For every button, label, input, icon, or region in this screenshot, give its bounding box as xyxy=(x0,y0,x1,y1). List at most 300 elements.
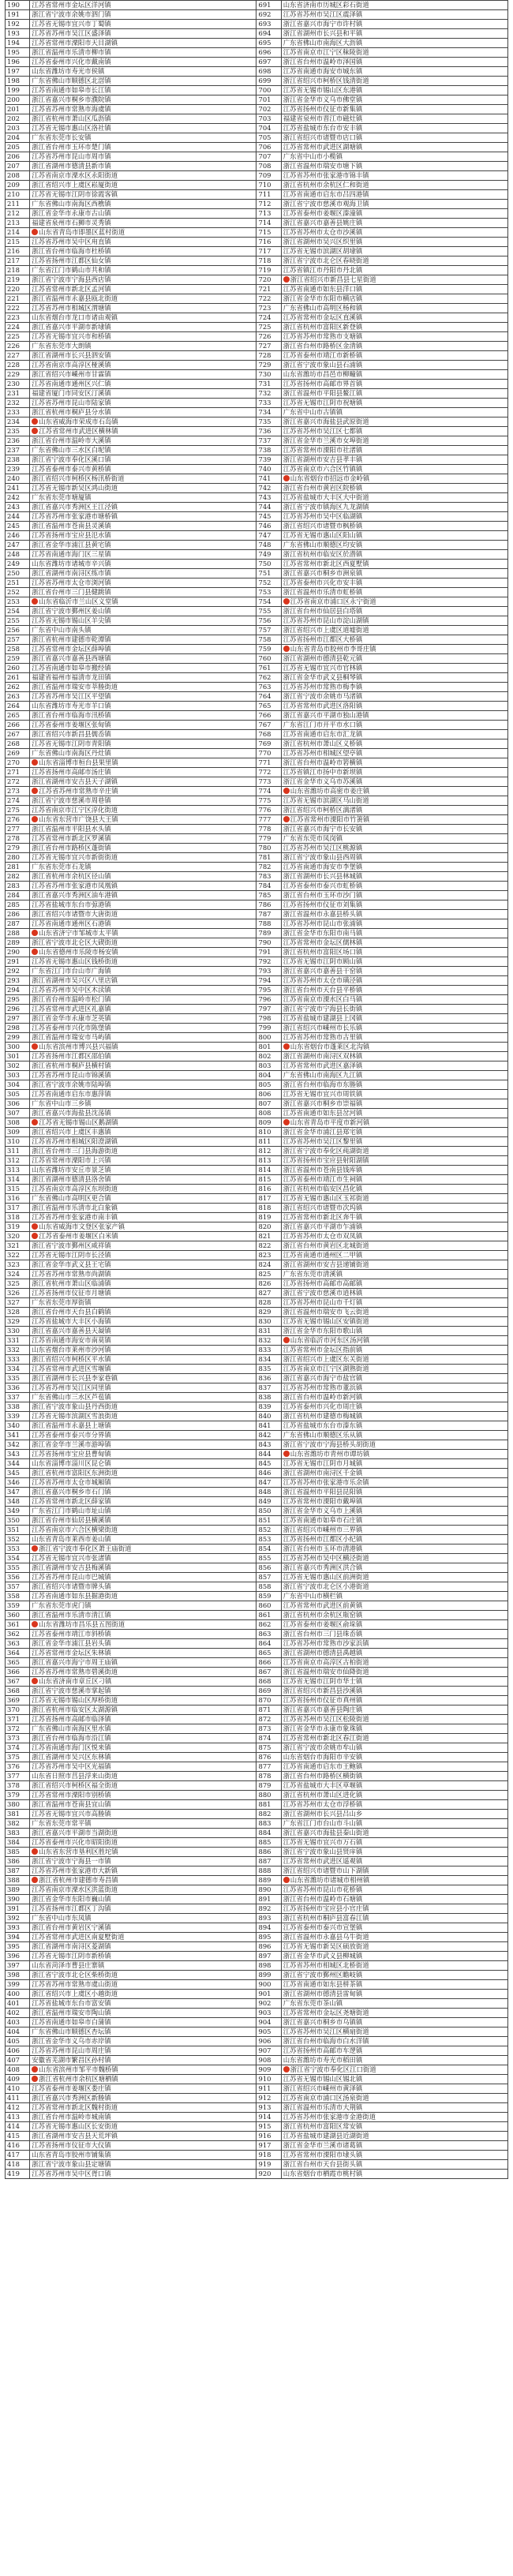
table-row xyxy=(6,20,508,29)
right-town-label: 浙江省杭州市富阳区场口镇 xyxy=(283,948,363,956)
right-rank: 711 xyxy=(256,190,281,200)
right-town xyxy=(281,2009,507,2018)
left-rank: 256 xyxy=(6,626,30,635)
right-town xyxy=(281,1592,507,1601)
right-rank: 788 xyxy=(256,919,281,929)
left-rank: 326 xyxy=(6,1289,30,1298)
right-town xyxy=(281,569,507,578)
left-rank: 300 xyxy=(6,1043,30,1052)
left-rank: 390 xyxy=(6,1895,30,1904)
table-row xyxy=(6,1923,508,1933)
left-town-label: 江苏省南通市海门区悦来镇 xyxy=(32,1743,111,1751)
right-town-label: 广东省中山市横栏镇 xyxy=(283,1592,343,1600)
left-rank: 374 xyxy=(6,1743,30,1753)
right-town-label: 福建省泉州市晋江市磁灶镇 xyxy=(283,114,363,122)
right-rank: 873 xyxy=(256,1724,281,1734)
right-town-label: 浙江省绍兴市嵊州市三界镇 xyxy=(283,1526,363,1533)
left-town-label: 江苏省南通市如皋市长江镇 xyxy=(32,86,111,94)
table-row xyxy=(6,1128,508,1137)
right-town xyxy=(281,986,507,995)
left-rank: 211 xyxy=(6,200,30,209)
left-town xyxy=(30,1317,256,1327)
left-rank: 284 xyxy=(6,891,30,900)
left-town-label: 江苏省无锡市宜兴市丁蜀镇 xyxy=(32,20,111,28)
right-town xyxy=(281,1696,507,1705)
province-badge-icon xyxy=(283,1451,290,1457)
right-town-label: 江苏省常州市溧阳市戴埠镇 xyxy=(283,1497,363,1505)
left-town xyxy=(30,1033,256,1043)
left-rank: 406 xyxy=(6,2046,30,2056)
left-town-label: 浙江省绍兴市嵊州市甘霖镇 xyxy=(32,370,111,378)
left-rank: 355 xyxy=(6,1563,30,1573)
table-row xyxy=(6,910,508,919)
right-town-label: 浙江省嘉兴市秀洲区洪合镇 xyxy=(283,1563,363,1571)
right-town-label: 浙江省嘉兴市嘉善县干窑镇 xyxy=(283,967,363,975)
left-rank: 312 xyxy=(6,1156,30,1166)
table-row xyxy=(6,1090,508,1099)
town-list-body xyxy=(6,1,508,2179)
right-rank: 900 xyxy=(256,1980,281,1990)
right-rank: 868 xyxy=(256,1677,281,1687)
table-row xyxy=(6,1687,508,1696)
left-town xyxy=(30,702,256,711)
right-town xyxy=(281,1620,507,1630)
right-town-label: 浙江省台州市黄岩区院桥镇 xyxy=(283,484,363,492)
right-town-label: 江苏省无锡市宜兴市官林镇 xyxy=(283,664,363,672)
left-town-label: 浙江省湖州市安吉县天子湖镇 xyxy=(32,777,118,785)
right-town xyxy=(281,1402,507,1412)
left-town-label: 浙江省杭州市余杭区径山镇 xyxy=(32,872,111,880)
right-town xyxy=(281,1459,507,1469)
left-rank: 335 xyxy=(6,1374,30,1383)
left-rank: 378 xyxy=(6,1781,30,1791)
right-town xyxy=(281,95,507,105)
right-town-label: 江苏省苏州市昆山市张浦镇 xyxy=(283,919,363,927)
left-town-label: 浙江省杭州市萧山区临浦镇 xyxy=(32,1279,111,1287)
table-row xyxy=(6,1005,508,1014)
left-town xyxy=(30,1128,256,1137)
left-rank: 415 xyxy=(6,2132,30,2141)
left-town-label: 江苏省苏州市昆山市周市镇 xyxy=(32,152,111,160)
right-town xyxy=(281,1952,507,1961)
left-town-label: 江苏省苏州市吴中区光福镇 xyxy=(32,1762,111,1770)
table-row xyxy=(6,730,508,739)
left-town-label: 浙江省宁波市余姚市泗门镇 xyxy=(32,10,111,18)
table-row xyxy=(6,162,508,171)
right-town xyxy=(281,266,507,275)
left-town xyxy=(30,162,256,171)
right-town-label: 江苏省苏州市常熟市支塘镇 xyxy=(283,332,363,340)
right-town-label: 江苏省南京市江宁区湖熟街道 xyxy=(283,1365,369,1372)
table-row xyxy=(6,351,508,361)
left-town-label: 江苏省扬州市仪征市大仪镇 xyxy=(32,2141,111,2149)
left-town xyxy=(30,2160,256,2170)
left-rank: 305 xyxy=(6,1090,30,1099)
left-town xyxy=(30,1431,256,1440)
right-town-label: 江苏省南通市启东市王鲍镇 xyxy=(283,1762,363,1770)
left-rank: 273 xyxy=(6,787,30,796)
right-town-label: 浙江省杭州市临安区昌化镇 xyxy=(283,1185,363,1193)
table-row xyxy=(6,1014,508,1024)
table-row xyxy=(6,531,508,541)
table-row xyxy=(6,1488,508,1497)
left-town xyxy=(30,2113,256,2122)
right-town-label: 江苏省南京市江宁区秣陵街道 xyxy=(283,48,369,56)
left-rank: 357 xyxy=(6,1582,30,1592)
right-rank: 826 xyxy=(256,1279,281,1289)
right-rank: 871 xyxy=(256,1705,281,1715)
table-row xyxy=(6,986,508,995)
right-town-label: 江苏省泰州市靖江市新桥镇 xyxy=(283,351,363,359)
left-town xyxy=(30,654,256,664)
left-town xyxy=(30,1971,256,1980)
right-town-label: 江苏省镇江市扬中市新坝镇 xyxy=(283,768,363,776)
province-badge-icon xyxy=(283,1337,290,1343)
right-town xyxy=(281,607,507,616)
right-rank: 817 xyxy=(256,1194,281,1204)
right-town xyxy=(281,919,507,929)
right-town-label: 江苏省盐城市建湖县近湖街道 xyxy=(283,2132,369,2140)
right-town xyxy=(281,560,507,569)
table-row xyxy=(6,323,508,332)
right-rank: 915 xyxy=(256,2122,281,2132)
table-row xyxy=(6,1402,508,1412)
left-town xyxy=(30,1724,256,1734)
right-town-label: 江苏省南通市启东市汇龙镇 xyxy=(283,730,363,738)
right-town xyxy=(281,1033,507,1043)
left-town xyxy=(30,1383,256,1393)
left-rank: 396 xyxy=(6,1952,30,1961)
right-town xyxy=(281,408,507,417)
right-town-label: 江苏省苏州市吴江区松陵街道 xyxy=(283,1715,369,1723)
right-town xyxy=(281,1488,507,1497)
right-town xyxy=(281,2037,507,2046)
left-town-label: 江苏省苏州市吴江区盛泽镇 xyxy=(32,29,111,37)
right-rank: 898 xyxy=(256,1961,281,1971)
left-town xyxy=(30,20,256,29)
left-rank: 301 xyxy=(6,1052,30,1061)
left-rank: 214 xyxy=(6,228,30,238)
left-town xyxy=(30,522,256,531)
table-row xyxy=(6,2122,508,2132)
left-town xyxy=(30,1668,256,1677)
right-town-label: 江苏省泰州市兴化市周庄镇 xyxy=(283,1402,363,1410)
left-town-label: 浙江省温州市永嘉县上塘镇 xyxy=(32,1421,111,1429)
left-town xyxy=(30,1535,256,1544)
left-town xyxy=(30,863,256,872)
right-rank: 750 xyxy=(256,560,281,569)
right-town xyxy=(281,171,507,181)
left-town-label: 浙江省湖州市长兴县泗安镇 xyxy=(32,351,111,359)
left-town-label: 浙江省温州市瑞安市陶山镇 xyxy=(32,2009,111,2016)
right-town-label: 浙江省台州市临海市东塍镇 xyxy=(283,1080,363,1088)
left-rank: 219 xyxy=(6,275,30,285)
left-rank: 237 xyxy=(6,446,30,455)
right-town xyxy=(281,654,507,664)
right-town xyxy=(281,256,507,266)
right-town-label: 浙江省嘉兴市平湖市独山港镇 xyxy=(283,711,369,719)
right-town xyxy=(281,1848,507,1857)
table-row xyxy=(6,834,508,844)
right-rank: 892 xyxy=(256,1904,281,1914)
right-town-label: 浙江省金华市东阳市歌山镇 xyxy=(283,1327,363,1335)
left-rank: 342 xyxy=(6,1440,30,1450)
table-row xyxy=(6,1497,508,1507)
right-rank: 757 xyxy=(256,626,281,635)
left-town-label: 江苏省南通市海门区三星镇 xyxy=(32,550,111,558)
left-town-label: 江苏省盐城市东台市富安镇 xyxy=(32,1999,111,2007)
table-row xyxy=(6,1800,508,1810)
left-rank: 232 xyxy=(6,399,30,408)
right-rank: 827 xyxy=(256,1289,281,1298)
left-town xyxy=(30,1118,256,1128)
right-town xyxy=(281,1241,507,1251)
ranking-sheet xyxy=(5,0,508,2179)
table-row xyxy=(6,588,508,597)
right-town-label: 浙江省嘉兴市海盐县秦山街道 xyxy=(283,1829,369,1837)
right-town-label: 江苏省泰州市泰兴市宣堡镇 xyxy=(283,1923,363,1931)
table-row xyxy=(6,10,508,20)
table-row xyxy=(6,1374,508,1383)
right-rank: 830 xyxy=(256,1317,281,1327)
right-rank: 839 xyxy=(256,1402,281,1412)
left-rank: 333 xyxy=(6,1355,30,1365)
right-rank: 880 xyxy=(256,1791,281,1800)
left-town xyxy=(30,493,256,503)
left-town xyxy=(30,1743,256,1753)
right-town-label: 江苏省苏州市太仓市璜泾镇 xyxy=(283,976,363,984)
left-town-label: 江苏省苏州市吴中区甪直镇 xyxy=(32,238,111,245)
left-town-label: 江苏省苏州市昆山市锦溪镇 xyxy=(32,1071,111,1079)
table-row xyxy=(6,1942,508,1952)
right-rank: 837 xyxy=(256,1383,281,1393)
left-town-label: 浙江省绍兴市新昌县儒岙镇 xyxy=(32,730,111,738)
left-town xyxy=(30,1327,256,1336)
left-town-label: 山东省潍坊市昌乐县五图街道 xyxy=(39,1620,125,1628)
left-town-label: 浙江省绍兴市诸暨市牌头镇 xyxy=(32,1582,111,1590)
right-town xyxy=(281,910,507,919)
left-town xyxy=(30,389,256,399)
right-town-label: 浙江省杭州市萧山区义桥镇 xyxy=(283,739,363,747)
right-rank: 874 xyxy=(256,1734,281,1743)
right-town-label: 江苏省南京市高淳区古柏街道 xyxy=(283,1658,369,1666)
right-town-label: 浙江省金华市兰溪市女埠街道 xyxy=(283,436,369,444)
right-town-label: 浙江省湖州市德清县乾元镇 xyxy=(283,654,363,662)
left-town xyxy=(30,2056,256,2065)
left-town-label: 浙江省绍兴市柯桥区福全街道 xyxy=(32,1781,118,1789)
left-town-label: 江苏省南通市通州区兴仁镇 xyxy=(32,380,111,388)
right-town xyxy=(281,399,507,408)
table-row xyxy=(6,1829,508,1838)
left-town xyxy=(30,1402,256,1412)
right-town-label: 浙江省杭州市桐庐县富春江镇 xyxy=(283,1914,369,1922)
right-town-label: 浙江省台州市温岭市新河镇 xyxy=(283,1393,363,1401)
left-town xyxy=(30,417,256,427)
left-rank: 394 xyxy=(6,1933,30,1942)
right-town xyxy=(281,825,507,834)
right-town-label: 浙江省湖州市安吉县递铺街道 xyxy=(283,1260,369,1268)
left-town-label: 江苏省盐城市大丰区小海镇 xyxy=(32,1317,111,1325)
province-badge-icon xyxy=(32,229,38,235)
right-rank: 806 xyxy=(256,1090,281,1099)
right-town-label: 浙江省宁波市北仑区春晓街道 xyxy=(283,256,369,264)
right-town-label: 江苏省南通市海安市城东镇 xyxy=(283,67,363,75)
table-row xyxy=(6,474,508,484)
table-row xyxy=(6,2009,508,2018)
right-town xyxy=(281,673,507,683)
table-row xyxy=(6,569,508,578)
left-rank: 408 xyxy=(6,2065,30,2075)
left-town xyxy=(30,560,256,569)
right-rank: 780 xyxy=(256,844,281,853)
left-rank: 294 xyxy=(6,986,30,995)
right-rank: 805 xyxy=(256,1080,281,1090)
right-rank: 699 xyxy=(256,77,281,86)
table-row xyxy=(6,1658,508,1668)
right-town xyxy=(281,1,507,10)
left-town-label: 浙江省杭州市建德市寿昌镇 xyxy=(39,1876,118,1884)
right-rank: 731 xyxy=(256,380,281,389)
right-town-label: 江苏省无锡市滨湖区马山街道 xyxy=(283,796,369,804)
right-rank: 744 xyxy=(256,503,281,512)
right-town xyxy=(281,522,507,531)
left-town-label: 江苏省常州市溧阳市天目湖镇 xyxy=(32,39,118,47)
table-row xyxy=(6,1573,508,1582)
left-rank: 262 xyxy=(6,683,30,692)
left-town xyxy=(30,114,256,124)
table-row xyxy=(6,1620,508,1630)
right-town xyxy=(281,1630,507,1639)
left-town-label: 江苏省南通市启东市惠萍镇 xyxy=(32,1090,111,1098)
left-rank: 380 xyxy=(6,1800,30,1810)
right-town xyxy=(281,1980,507,1990)
table-row xyxy=(6,1033,508,1043)
left-town-label: 山东省潍坊市安丘市景芝镇 xyxy=(32,1166,111,1174)
left-town xyxy=(30,1516,256,1526)
right-town xyxy=(281,834,507,844)
right-town xyxy=(281,578,507,588)
table-row xyxy=(6,758,508,768)
right-town-label: 浙江省湖州市长兴县林城镇 xyxy=(283,872,363,880)
left-rank: 199 xyxy=(6,86,30,95)
right-rank: 891 xyxy=(256,1895,281,1904)
left-town xyxy=(30,929,256,938)
right-town xyxy=(281,351,507,361)
right-rank: 820 xyxy=(256,1222,281,1232)
right-rank: 909 xyxy=(256,2065,281,2075)
left-town-label: 浙江省嘉兴市平湖市新埭镇 xyxy=(32,323,111,331)
left-town xyxy=(30,399,256,408)
left-town xyxy=(30,948,256,957)
left-town-label: 江苏省扬州市仪征市月塘镇 xyxy=(32,1289,111,1297)
right-rank: 884 xyxy=(256,1829,281,1838)
right-town xyxy=(281,2027,507,2037)
left-rank: 403 xyxy=(6,2018,30,2027)
left-town xyxy=(30,1166,256,1175)
left-rank: 251 xyxy=(6,578,30,588)
right-town xyxy=(281,1260,507,1270)
left-rank: 254 xyxy=(6,607,30,616)
left-rank: 287 xyxy=(6,919,30,929)
left-rank: 248 xyxy=(6,550,30,560)
left-town-label: 江苏省无锡市锡山区鹅湖镇 xyxy=(39,1118,118,1126)
right-town xyxy=(281,1421,507,1431)
left-rank: 419 xyxy=(6,2170,30,2179)
right-town xyxy=(281,2018,507,2027)
right-town xyxy=(281,1080,507,1090)
left-town xyxy=(30,2084,256,2094)
left-rank: 244 xyxy=(6,512,30,522)
right-rank: 798 xyxy=(256,1014,281,1024)
left-town xyxy=(30,1043,256,1052)
table-row xyxy=(6,1241,508,1251)
right-town-label: 江苏省无锡市锡山区安镇街道 xyxy=(283,1317,369,1325)
left-town-label: 浙江省嘉兴市嘉善县西塘镇 xyxy=(32,654,111,662)
left-town xyxy=(30,1071,256,1080)
left-town xyxy=(30,607,256,616)
right-town xyxy=(281,29,507,39)
right-town xyxy=(281,1942,507,1952)
right-town xyxy=(281,503,507,512)
left-town-label: 江苏省常州市武进区横林镇 xyxy=(39,427,118,435)
left-town-label: 浙江省金华市兰溪市游埠镇 xyxy=(32,1440,111,1448)
right-town-label: 江苏省扬州市宝应县射阳湖镇 xyxy=(283,1156,369,1164)
left-rank: 400 xyxy=(6,1990,30,1999)
left-town-label: 江苏省苏州市太仓市城厢镇 xyxy=(32,1478,111,1486)
right-rank: 785 xyxy=(256,891,281,900)
right-town xyxy=(281,815,507,825)
left-rank: 351 xyxy=(6,1526,30,1535)
left-town-label: 浙江省宁波市象山县定塘镇 xyxy=(32,2160,111,2168)
right-town-label: 浙江省温州市永嘉县桥头镇 xyxy=(283,910,363,918)
right-town-label: 江苏省苏州市太仓市双凤镇 xyxy=(283,1232,363,1240)
left-town xyxy=(30,465,256,474)
right-rank: 913 xyxy=(256,2103,281,2113)
right-town xyxy=(281,2065,507,2075)
right-rank: 854 xyxy=(256,1544,281,1554)
right-town-label: 江苏省常州市新北区西夏墅镇 xyxy=(283,560,369,567)
right-town-label: 浙江省宁波市余姚市马渚镇 xyxy=(283,692,363,700)
right-town-label: 浙江省绍兴市诸暨市店口镇 xyxy=(283,133,363,141)
left-town-label: 浙江省宁波市余姚市陆埠镇 xyxy=(32,1080,111,1088)
left-town xyxy=(30,1251,256,1260)
left-town-label: 浙江省湖州市南浔区练市镇 xyxy=(32,569,111,577)
left-town-label: 浙江省嘉兴市桐乡市石门镇 xyxy=(32,1488,111,1496)
left-town xyxy=(30,683,256,692)
right-town-label: 江苏省南通市通州区二甲镇 xyxy=(283,1251,363,1259)
table-row xyxy=(6,67,508,77)
table-row xyxy=(6,739,508,749)
table-row xyxy=(6,285,508,294)
left-town-label: 浙江省绍兴市柯桥区平水镇 xyxy=(32,1355,111,1363)
left-rank: 255 xyxy=(6,616,30,626)
right-town xyxy=(281,417,507,427)
right-town xyxy=(281,616,507,626)
left-rank: 283 xyxy=(6,882,30,891)
right-town-label: 江苏省扬州市高邮市界首镇 xyxy=(283,380,363,388)
right-rank: 896 xyxy=(256,1942,281,1952)
left-town xyxy=(30,1611,256,1620)
left-rank: 240 xyxy=(6,474,30,484)
right-town-label: 浙江省金华市武义县桐琴镇 xyxy=(283,673,363,681)
right-town xyxy=(281,39,507,48)
left-rank: 288 xyxy=(6,929,30,938)
left-rank: 375 xyxy=(6,1753,30,1762)
left-town xyxy=(30,10,256,20)
table-row xyxy=(6,1753,508,1762)
right-rank: 715 xyxy=(256,228,281,238)
right-rank: 755 xyxy=(256,607,281,616)
